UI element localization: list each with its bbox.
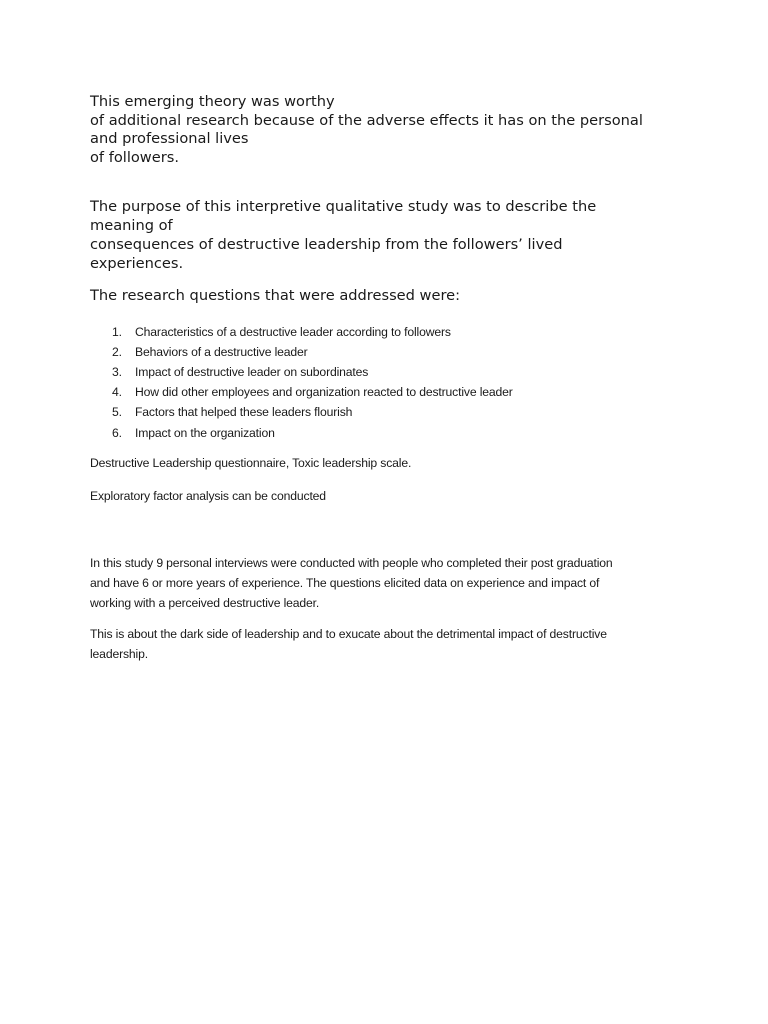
- list-item: [90, 362, 680, 382]
- list-item-text: Impact of destructive leader on subordinates: [135, 364, 369, 379]
- text-line: experiences.: [90, 254, 184, 272]
- document-body: [90, 93, 680, 664]
- list-number: 3.: [112, 364, 122, 379]
- text-line: The purpose of this interpretive qualitative study was to describe the: [90, 198, 597, 215]
- paragraph-dark-side: [90, 624, 680, 664]
- text-line: meaning of: [90, 216, 173, 234]
- list-item: [90, 322, 680, 342]
- list-item: [90, 423, 680, 443]
- list-item: [90, 382, 680, 402]
- note-factor-analysis: Exploratory factor analysis can be conducted: [90, 488, 326, 503]
- text-line: and professional lives: [90, 130, 249, 147]
- list-item-text: How did other employees and organization reacted to destructive leader: [135, 385, 513, 400]
- paragraph-research-questions-intro: The research questions that were addressed were:: [90, 287, 461, 304]
- paragraph-emerging-theory: [90, 93, 680, 167]
- text-line: consequences of destructive leadership from the followers’ lived: [90, 236, 563, 253]
- text-line: In this study 9 personal interviews were conducted with people who completed their post graduation: [90, 555, 613, 570]
- list-item-text: Impact on the organization: [135, 425, 275, 440]
- text-line: and have 6 or more years of experience. The questions elicited data on experience and impact of: [90, 575, 600, 590]
- list-item: [90, 342, 680, 362]
- text-line: of followers.: [90, 148, 179, 166]
- list-number: 2.: [112, 344, 122, 359]
- list-number: 1.: [112, 324, 122, 339]
- note-questionnaire: Destructive Leadership questionnaire, Toxic leadership scale.: [90, 455, 412, 470]
- text-line: This emerging theory was worthy: [90, 93, 335, 110]
- paragraph-interviews: [90, 553, 680, 613]
- list-item-text: Behaviors of a destructive leader: [135, 344, 308, 359]
- list-number: 4.: [112, 385, 122, 400]
- research-questions-list: [90, 322, 680, 443]
- list-number: 5.: [112, 405, 122, 420]
- text-line: leadership.: [90, 646, 148, 661]
- text-line: This is about the dark side of leadership and to exucate about the detrimental impact of destructive: [90, 626, 607, 641]
- text-line: working with a perceived destructive leader.: [90, 595, 320, 610]
- list-item: [90, 402, 680, 422]
- list-item-text: Characteristics of a destructive leader according to followers: [135, 324, 451, 339]
- paragraph-study-purpose: [90, 198, 680, 273]
- text-line: of additional research because of the adverse effects it has on the personal: [90, 111, 643, 129]
- list-number: 6.: [112, 425, 122, 440]
- list-item-text: Factors that helped these leaders flourish: [135, 405, 353, 420]
